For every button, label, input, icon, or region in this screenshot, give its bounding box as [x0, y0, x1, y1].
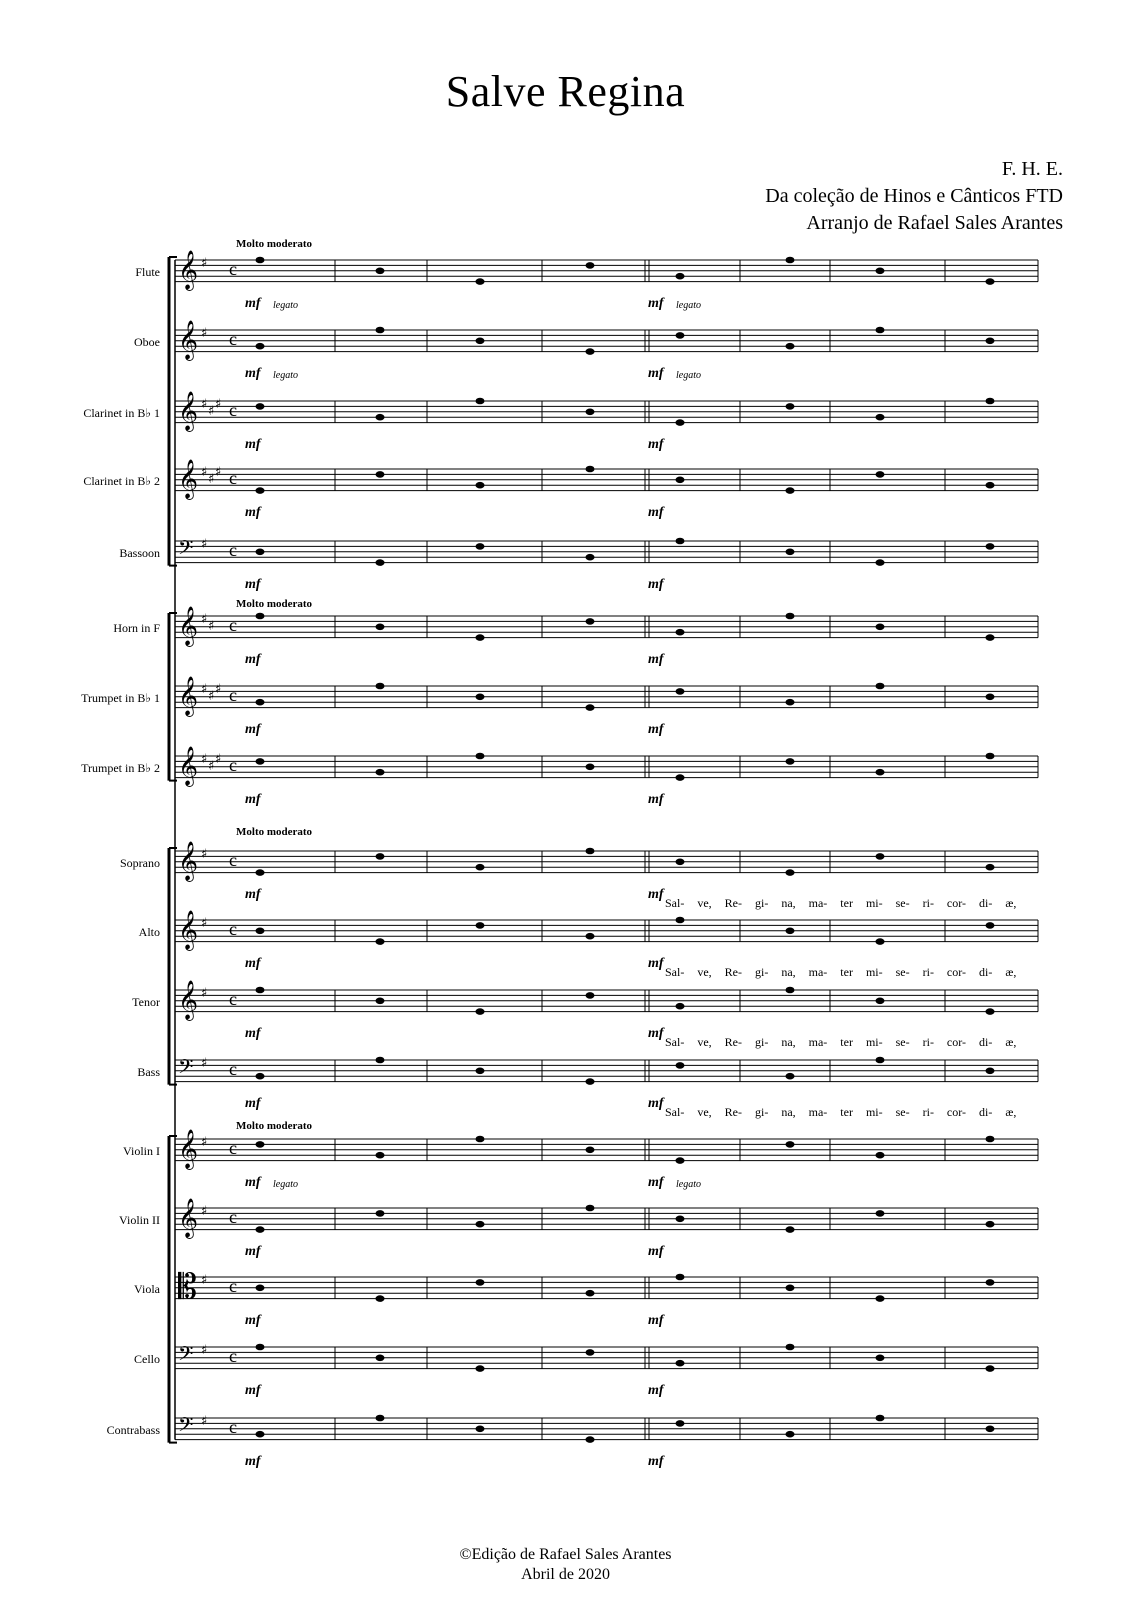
note-head [476, 694, 485, 701]
dynamic-mark: mf [648, 505, 664, 520]
note-head [256, 487, 265, 494]
dynamic-mark: mf [648, 1096, 664, 1111]
common-time-icon: c [229, 755, 237, 775]
common-time-icon: c [229, 1138, 237, 1158]
note-head [676, 1062, 685, 1069]
note-head [786, 1285, 795, 1292]
note-head [986, 278, 995, 285]
dynamic-mark: mf [245, 1383, 261, 1398]
note-head [986, 398, 995, 405]
note-head [986, 1068, 995, 1075]
bass-clef-icon: 𝄢 [178, 1342, 194, 1370]
note-head [786, 343, 795, 350]
note-head [786, 869, 795, 876]
footer [0, 1545, 1131, 1585]
note-head [256, 1073, 265, 1080]
bass-clef-icon: 𝄢 [178, 536, 194, 564]
note-head [876, 998, 885, 1005]
sharp-icon: ♯ [201, 682, 208, 697]
composer: F. H. E. [1001, 158, 1063, 180]
instrument-name: Clarinet in B♭ 1 [83, 406, 160, 420]
note-head [986, 1221, 995, 1228]
note-head [786, 758, 795, 765]
lyrics-line: Sal- ve, Re- gi- na, ma- ter mi- se- ri- cor- di- æ, [665, 1035, 1017, 1049]
note-head [876, 624, 885, 631]
note-head [476, 1365, 485, 1372]
note-head [876, 414, 885, 421]
note-head [676, 774, 685, 781]
note-head [256, 1141, 265, 1148]
note-head [986, 922, 995, 929]
note-head [256, 1431, 265, 1438]
note-head [986, 1008, 995, 1015]
instrument-name: Contrabass [106, 1423, 160, 1437]
collection: Da coleção de Hinos e Cânticos FTD [765, 185, 1063, 207]
note-head [676, 917, 685, 924]
note-head [476, 1008, 485, 1015]
note-head [476, 338, 485, 345]
note-head [376, 938, 385, 945]
note-head [376, 683, 385, 690]
note-head [376, 471, 385, 478]
dynamic-mark: mf [648, 1026, 664, 1041]
note-head [256, 758, 265, 765]
lyrics-line: Sal- ve, Re- gi- na, ma- ter mi- se- ri- cor- di- æ, [665, 896, 1017, 910]
dynamic-mark: mf [648, 437, 664, 452]
dynamic-mark: mf [245, 652, 261, 667]
instrument-name: Trumpet in B♭ 2 [81, 761, 160, 775]
note-head [256, 1344, 265, 1351]
expression-mark: legato [273, 300, 298, 311]
note-head [876, 853, 885, 860]
sharp-icon: ♯ [208, 759, 215, 774]
sharp-icon: ♯ [201, 397, 208, 412]
note-head [676, 859, 685, 866]
note-head [986, 694, 995, 701]
note-head [376, 559, 385, 566]
lyrics-line: Sal- ve, Re- gi- na, ma- ter mi- se- ri- cor- di- æ, [665, 965, 1017, 979]
tempo-marking: Molto moderato [236, 238, 313, 250]
treble-clef-icon: 𝄞 [178, 746, 199, 786]
note-head [256, 987, 265, 994]
sharp-icon: ♯ [201, 256, 208, 271]
note-head [476, 543, 485, 550]
note-head [786, 549, 795, 556]
note-head [986, 634, 995, 641]
note-head [676, 419, 685, 426]
note-head [256, 549, 265, 556]
note-head [586, 348, 595, 355]
dynamic-mark: mf [648, 1383, 664, 1398]
common-time-icon: c [229, 1059, 237, 1079]
common-time-icon: c [229, 685, 237, 705]
common-time-icon: c [229, 540, 237, 560]
note-head [476, 922, 485, 929]
edition-date: Abril de 2020 [521, 1566, 610, 1583]
treble-clef-icon: 𝄞 [178, 676, 199, 716]
note-head [256, 343, 265, 350]
note-head [256, 928, 265, 935]
common-time-icon: c [229, 919, 237, 939]
note-head [586, 1349, 595, 1356]
common-time-icon: c [229, 1417, 237, 1437]
dynamic-mark: mf [648, 1454, 664, 1469]
note-head [676, 688, 685, 695]
note-head [986, 1279, 995, 1286]
note-head [476, 398, 485, 405]
dynamic-mark: mf [245, 956, 261, 971]
note-head [786, 613, 795, 620]
note-head [476, 1221, 485, 1228]
bass-clef-icon: 𝄢 [178, 1055, 194, 1083]
instrument-name: Flute [135, 265, 160, 279]
note-head [676, 477, 685, 484]
note-head [586, 554, 595, 561]
note-head [586, 466, 595, 473]
note-head [586, 1078, 595, 1085]
note-head [786, 487, 795, 494]
note-head [376, 624, 385, 631]
note-head [876, 268, 885, 275]
dynamic-mark: mf [648, 887, 664, 902]
sharp-icon: ♯ [201, 465, 208, 480]
sharp-icon: ♯ [208, 619, 215, 634]
note-head [676, 538, 685, 545]
sharp-icon: ♯ [215, 397, 222, 412]
note-head [876, 327, 885, 334]
note-head [586, 933, 595, 940]
note-head [476, 1068, 485, 1075]
dynamic-mark: mf [648, 956, 664, 971]
note-head [986, 543, 995, 550]
sharp-icon: ♯ [201, 1414, 208, 1429]
sharp-icon: ♯ [201, 986, 208, 1001]
note-head [986, 753, 995, 760]
note-head [876, 1152, 885, 1159]
note-head [256, 257, 265, 264]
note-head [876, 769, 885, 776]
note-head [786, 1141, 795, 1148]
dynamic-mark: mf [245, 577, 261, 592]
treble-clef-icon: 𝄞 [178, 841, 199, 881]
note-head [986, 864, 995, 871]
dynamic-mark: mf [648, 722, 664, 737]
note-head [586, 1290, 595, 1297]
note-head [586, 992, 595, 999]
note-head [586, 704, 595, 711]
note-head [476, 753, 485, 760]
score-title: Salve Regina [445, 67, 686, 116]
dynamic-mark: mf [648, 1244, 664, 1259]
alto-clef-icon: 𝄡 [178, 1267, 197, 1307]
note-head [876, 683, 885, 690]
note-head [376, 1355, 385, 1362]
note-head [786, 1344, 795, 1351]
common-time-icon: c [229, 400, 237, 420]
note-head [676, 1157, 685, 1164]
instrument-name: Clarinet in B♭ 2 [83, 474, 160, 488]
note-head [786, 987, 795, 994]
dynamic-mark: mf [245, 296, 261, 311]
note-head [256, 869, 265, 876]
treble-clef-icon: 𝄞 [178, 1129, 199, 1169]
instrument-name: Bassoon [119, 546, 160, 560]
common-time-icon: c [229, 850, 237, 870]
note-head [786, 1073, 795, 1080]
treble-clef-icon: 𝄞 [178, 910, 199, 950]
note-head [376, 1057, 385, 1064]
dynamic-mark: mf [245, 722, 261, 737]
dynamic-mark: mf [648, 792, 664, 807]
sharp-icon: ♯ [201, 612, 208, 627]
note-head [876, 1415, 885, 1422]
treble-clef-icon: 𝄞 [178, 250, 199, 290]
note-head [476, 1136, 485, 1143]
note-head [376, 268, 385, 275]
note-head [786, 1226, 795, 1233]
sharp-icon: ♯ [208, 472, 215, 487]
note-head [376, 1210, 385, 1217]
note-head [586, 262, 595, 269]
note-head [256, 403, 265, 410]
common-time-icon: c [229, 259, 237, 279]
dynamic-mark: mf [245, 887, 261, 902]
note-head [786, 699, 795, 706]
note-head [586, 1147, 595, 1154]
dynamic-mark: mf [648, 577, 664, 592]
note-head [376, 1415, 385, 1422]
dynamic-mark: mf [648, 366, 664, 381]
note-head [476, 482, 485, 489]
treble-clef-icon: 𝄞 [178, 1198, 199, 1238]
dynamic-mark: mf [245, 1175, 261, 1190]
expression-mark: legato [676, 370, 701, 381]
sharp-icon: ♯ [201, 326, 208, 341]
expression-mark: legato [676, 1179, 701, 1190]
dynamic-mark: mf [648, 296, 664, 311]
tempo-marking: Molto moderato [236, 598, 313, 610]
note-head [676, 332, 685, 339]
sharp-icon: ♯ [201, 1343, 208, 1358]
common-time-icon: c [229, 615, 237, 635]
treble-clef-icon: 𝄞 [178, 320, 199, 360]
dynamic-mark: mf [245, 1026, 261, 1041]
treble8-clef-icon: 𝄞 [178, 980, 199, 1020]
note-head [586, 1205, 595, 1212]
note-head [376, 1295, 385, 1302]
instrument-name: Cello [134, 1352, 160, 1366]
note-head [676, 1216, 685, 1223]
sharp-icon: ♯ [201, 537, 208, 552]
instrument-name: Viola [134, 1282, 160, 1296]
note-head [876, 559, 885, 566]
note-head [876, 471, 885, 478]
note-head [476, 1426, 485, 1433]
sharp-icon: ♯ [215, 465, 222, 480]
treble-clef-icon: 𝄞 [178, 391, 199, 431]
dynamic-mark: mf [245, 1244, 261, 1259]
note-head [256, 1285, 265, 1292]
note-head [676, 1274, 685, 1281]
note-head [586, 618, 595, 625]
note-head [586, 409, 595, 416]
instrument-name: Bass [137, 1065, 160, 1079]
note-head [476, 278, 485, 285]
note-head [986, 482, 995, 489]
note-head [376, 998, 385, 1005]
note-head [676, 1420, 685, 1427]
note-head [876, 1355, 885, 1362]
dynamic-mark: mf [245, 792, 261, 807]
sharp-icon: ♯ [201, 1056, 208, 1071]
common-time-icon: c [229, 468, 237, 488]
tempo-marking: Molto moderato [236, 1120, 313, 1132]
instrument-name: Violin II [119, 1213, 160, 1227]
common-time-icon: c [229, 989, 237, 1009]
dynamic-mark: mf [245, 1096, 261, 1111]
instrument-name: Alto [138, 925, 160, 939]
note-head [256, 699, 265, 706]
sharp-icon: ♯ [201, 847, 208, 862]
note-head [676, 273, 685, 280]
note-head [986, 1365, 995, 1372]
note-head [376, 853, 385, 860]
note-head [256, 613, 265, 620]
sharp-icon: ♯ [215, 682, 222, 697]
instrument-name: Oboe [134, 335, 160, 349]
note-head [586, 1436, 595, 1443]
note-head [986, 1426, 995, 1433]
sharp-icon: ♯ [215, 752, 222, 767]
treble-clef-icon: 𝄞 [178, 459, 199, 499]
common-time-icon: c [229, 1346, 237, 1366]
note-head [786, 928, 795, 935]
instrument-name: Violin I [123, 1144, 160, 1158]
note-head [676, 1360, 685, 1367]
sharp-icon: ♯ [201, 752, 208, 767]
instrument-name: Trumpet in B♭ 1 [81, 691, 160, 705]
instrument-name: Soprano [120, 856, 160, 870]
lyrics-line: Sal- ve, Re- gi- na, ma- ter mi- se- ri- cor- di- æ, [665, 1105, 1017, 1119]
note-head [376, 1152, 385, 1159]
dynamic-mark: mf [245, 1454, 261, 1469]
common-time-icon: c [229, 329, 237, 349]
dynamic-mark: mf [648, 1175, 664, 1190]
dynamic-mark: mf [245, 366, 261, 381]
dynamic-mark: mf [245, 437, 261, 452]
note-head [876, 1057, 885, 1064]
note-head [676, 629, 685, 636]
note-head [876, 1210, 885, 1217]
sharp-icon: ♯ [201, 916, 208, 931]
note-head [476, 1279, 485, 1286]
copyright: ©Edição de Rafael Sales Arantes [459, 1546, 672, 1563]
note-head [876, 1295, 885, 1302]
note-head [876, 938, 885, 945]
note-head [376, 327, 385, 334]
sharp-icon: ♯ [201, 1273, 208, 1288]
note-head [586, 764, 595, 771]
expression-mark: legato [676, 300, 701, 311]
note-head [986, 338, 995, 345]
note-head [986, 1136, 995, 1143]
note-head [376, 414, 385, 421]
dynamic-mark: mf [245, 505, 261, 520]
note-head [376, 769, 385, 776]
note-head [786, 257, 795, 264]
note-head [786, 1431, 795, 1438]
common-time-icon: c [229, 1207, 237, 1227]
dynamic-mark: mf [648, 652, 664, 667]
note-head [256, 1226, 265, 1233]
note-head [476, 634, 485, 641]
arranger: Arranjo de Rafael Sales Arantes [806, 212, 1063, 234]
dynamic-mark: mf [245, 1313, 261, 1328]
sharp-icon: ♯ [208, 404, 215, 419]
note-head [476, 864, 485, 871]
expression-mark: legato [273, 1179, 298, 1190]
sharp-icon: ♯ [201, 1204, 208, 1219]
common-time-icon: c [229, 1276, 237, 1296]
tempo-marking: Molto moderato [236, 826, 313, 838]
note-head [586, 848, 595, 855]
note-head [676, 1003, 685, 1010]
sharp-icon: ♯ [201, 1135, 208, 1150]
treble-clef-icon: 𝄞 [178, 606, 199, 646]
dynamic-mark: mf [648, 1313, 664, 1328]
sharp-icon: ♯ [208, 689, 215, 704]
instrument-name: Tenor [132, 995, 160, 1009]
bass-clef-icon: 𝄢 [178, 1413, 194, 1441]
note-head [786, 403, 795, 410]
expression-mark: legato [273, 370, 298, 381]
instrument-name: Horn in F [113, 621, 160, 635]
